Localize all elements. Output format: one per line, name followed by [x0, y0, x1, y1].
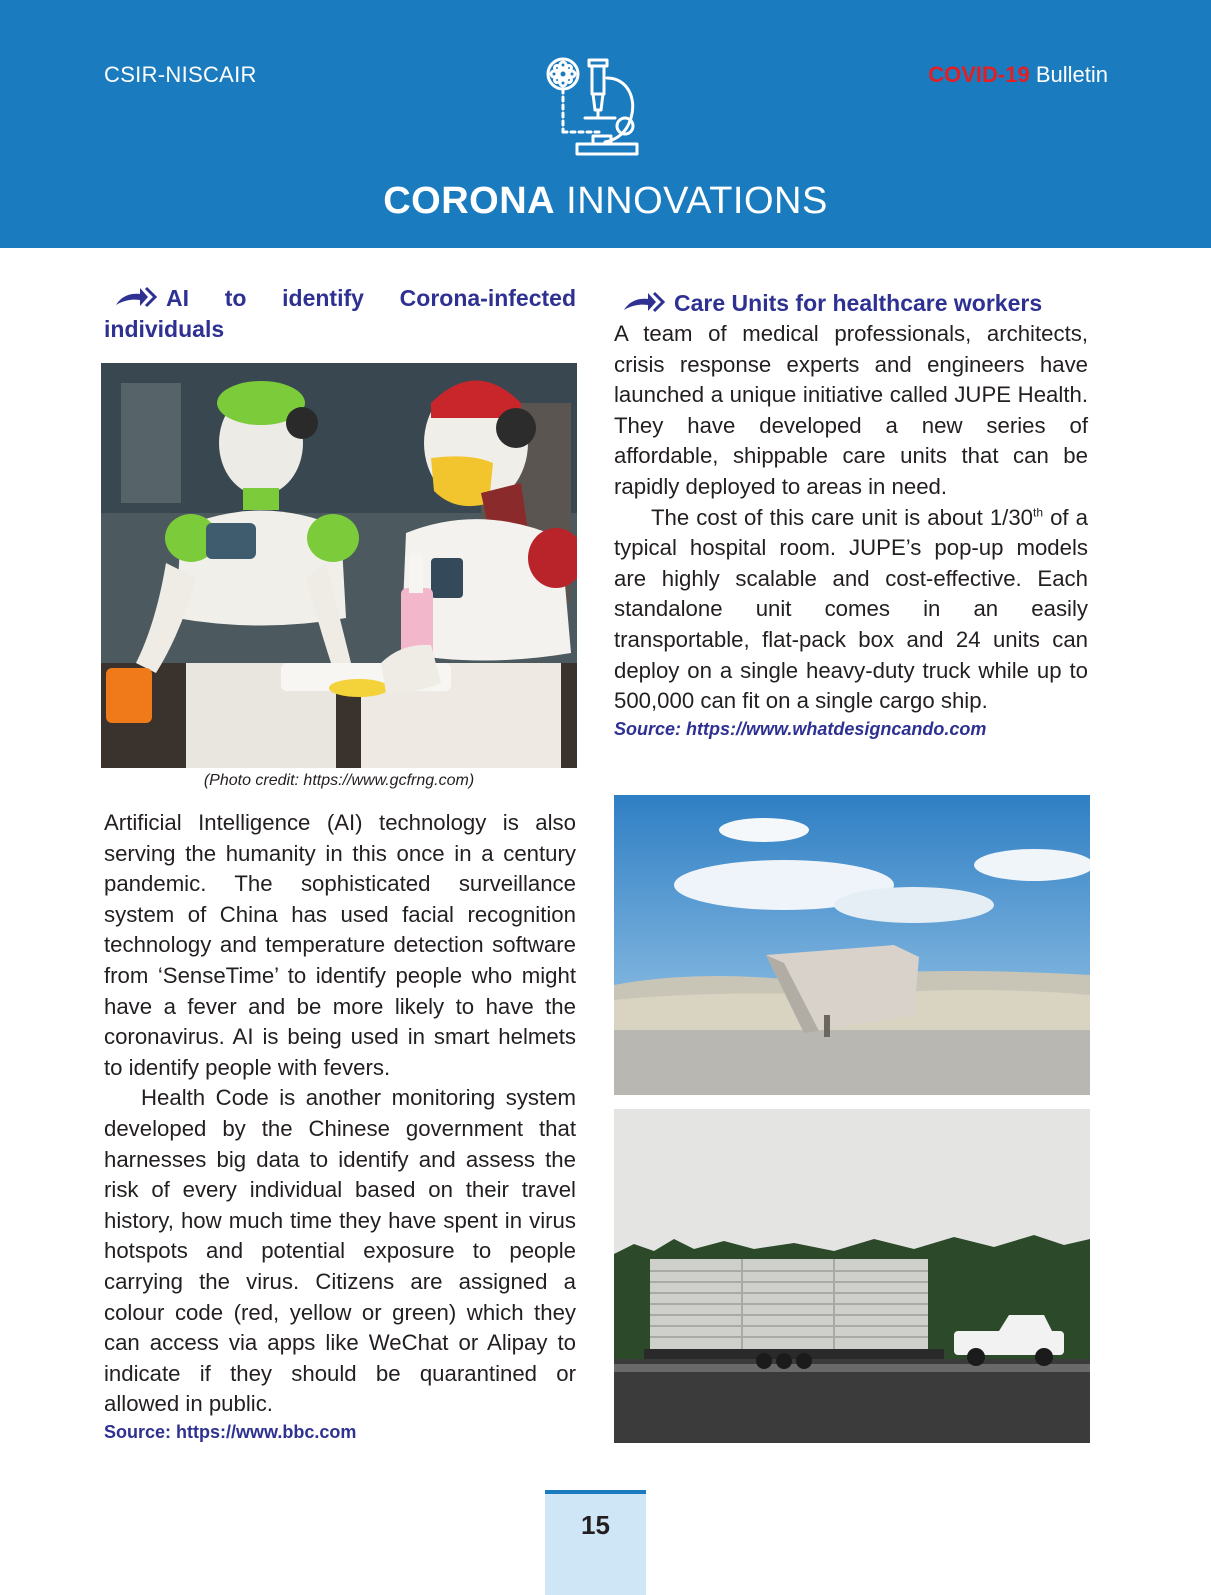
robots-illustration — [101, 363, 577, 768]
left-heading-text: AI to identify Corona-infected individuals — [104, 285, 576, 342]
title-bold: CORONA — [383, 180, 556, 222]
covid-label: COVID-19 — [928, 62, 1030, 87]
page-number: 15 — [581, 1510, 610, 1540]
care-unit-illustration — [614, 795, 1090, 1095]
right-paragraph-2-start: The cost of this care unit is about 1/30 — [651, 504, 1034, 530]
superscript-th: th — [1033, 505, 1044, 520]
arrow-icon — [622, 290, 668, 314]
right-paragraph-1: A team of medical professionals, architects, crisis response experts and engineers have launched a unique initiative called JUPE Health. They have developed a new series of affordable, shippable care units that can be rapidly deployed to areas in need. — [614, 321, 1088, 499]
title-rest: INNOVATIONS — [566, 180, 828, 222]
bulletin-word: Bulletin — [1035, 62, 1108, 87]
left-source-link[interactable]: Source: https://www.bbc.com — [104, 1421, 357, 1442]
organization-name: CSIR-NISCAIR — [104, 62, 257, 87]
right-article-heading — [614, 288, 1088, 319]
header-banner — [0, 0, 1211, 248]
photo-credit: (Photo credit: https://www.gcfrng.com) — [203, 772, 475, 789]
right-paragraph-2-end: of a typical hospital room. JUPE’s pop-up models are highly scalable and cost-effective. Each standalone unit comes in an easily transportable, flat-pack box and 24 units can deploy on a single heavy-duty truck while up to 500,000 can fit on a single cargo ship. — [614, 504, 1088, 714]
left-paragraph-1: Artificial Intelligence (AI) technology is also serving the humanity in this once in a century pandemic. The sophisticated surveillance system of China has used facial recognition technology and temperature detection software from ‘SenseTime’ to identify people who might have a fever and be more likely to have the coronavirus. AI is being used in smart helmets to identify people with fevers. — [104, 810, 576, 1080]
robots-photo — [101, 363, 577, 768]
microscope-virus-logo-icon — [545, 54, 649, 160]
right-source-link[interactable]: Source: https://www.whatdesigncando.com — [614, 718, 987, 739]
page-number-box — [545, 1490, 646, 1595]
page-title — [0, 180, 1211, 223]
left-article-heading — [104, 283, 576, 345]
care-unit-photo — [614, 795, 1090, 1095]
right-article — [614, 288, 1088, 740]
arrow-icon — [114, 285, 160, 309]
left-article-body — [104, 808, 576, 1443]
right-paragraph-2 — [614, 503, 1088, 717]
truck-with-care-units-photo — [614, 1109, 1090, 1443]
left-article-heading-block — [104, 283, 576, 345]
right-heading-text: Care Units for healthcare workers — [674, 290, 1043, 316]
left-paragraph-2: Health Code is another monitoring system developed by the Chinese government that harnesses big data to identify and assess the risk of every individual based on their travel history, how much time they have spent in virus hotspots and potential exposure to people carrying the virus. Citizens are assigned a colour code (red, yellow or green) which they can access via apps like WeChat or Alipay to indicate if they should be quarantined or allowed in public. — [104, 1085, 576, 1417]
bulletin-label — [928, 62, 1108, 88]
truck-illustration — [614, 1109, 1090, 1443]
